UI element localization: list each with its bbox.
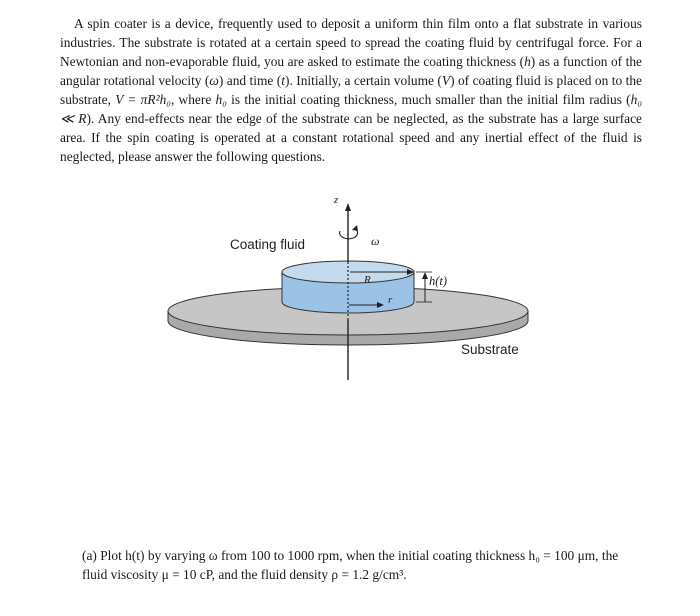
question-a-line1: (a) Plot h(t) by varying ω from 100 to 1000 rpm, when the initial coating thickness h₀ = 100 μm, the xyxy=(82,548,619,563)
substrate-label: Substrate xyxy=(461,342,519,357)
z-axis-arrowhead xyxy=(345,203,351,211)
R-label: R xyxy=(364,274,371,286)
volume-formula: V = πR²h₀ xyxy=(115,92,171,107)
coating-fluid-label: Coating fluid xyxy=(230,237,306,252)
problem-statement-paragraph: A spin coater is a device, frequently used to deposit a uniform thin film onto a flat substrate in various industries. The substrate is rotated at a certain speed to spread the coating fluid by centrifugal force. For a Newtonian and non-evaporable fluid, you are asked to estimate the coating thickness (h) as a function of the angular rotational velocity (ω) and time (t). Initially, a certain volume (V) of coating fluid is placed on to the substrate, V = πR²h₀, where h₀ is the initial coating thickness, much smaller than the initial film radius (h₀ ≪ R). Any end-effects near the edge of the substrate can be neglected, as the substrate has a large surface area. If the spin coating is operated at a constant rotational speed and any inertial effect of the fluid is neglected, please answer the following questions. xyxy=(60,16,643,164)
rotation-arrowhead-icon xyxy=(352,225,358,231)
question-a xyxy=(82,546,642,584)
r-label: r xyxy=(388,294,393,306)
question-a-line2: fluid viscosity μ = 10 cP, and the fluid density ρ = 1.2 g/cm³. xyxy=(82,567,407,582)
spin-coater-diagram xyxy=(150,190,570,390)
spin-coater-figure xyxy=(150,190,570,390)
z-axis-label: z xyxy=(334,194,339,206)
thin-film-condition: h₀ ≪ R xyxy=(60,92,642,126)
h-t-label: h(t) xyxy=(429,274,448,288)
omega-label: ω xyxy=(371,234,380,248)
